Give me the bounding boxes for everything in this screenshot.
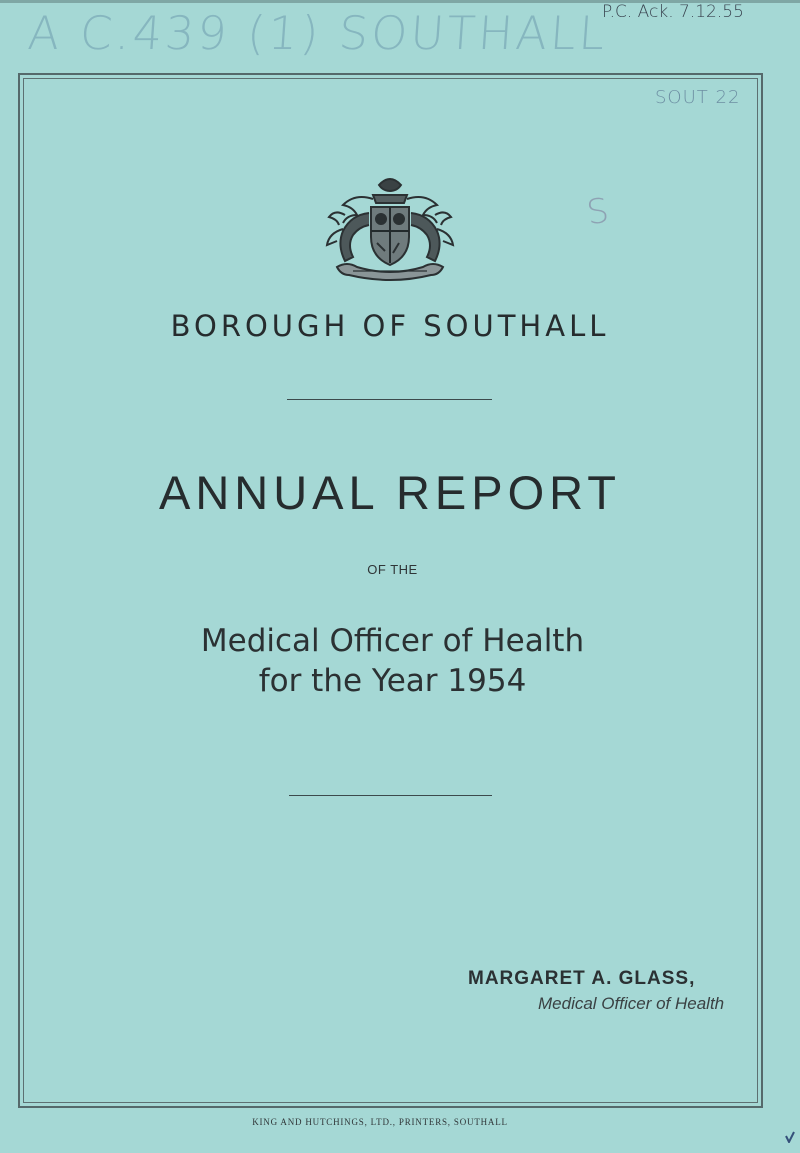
divider-rule	[287, 399, 492, 400]
author-role: Medical Officer of Health	[538, 994, 725, 1013]
printer-imprint: KING AND HUTCHINGS, LTD., PRINTERS, SOUTHALL	[252, 1117, 508, 1127]
author-name: MARGARET A. GLASS,	[468, 968, 696, 989]
handwritten-initial: S	[584, 190, 612, 234]
divider-rule	[289, 795, 492, 796]
borough-heading: BOROUGH OF SOUTHALL	[170, 309, 610, 343]
report-title: ANNUAL REPORT	[159, 466, 621, 519]
handwritten-catalogue-mark: A C.439 (1) SOUTHALL	[26, 6, 610, 60]
handwritten-shelf-code: SOUT 22	[655, 87, 741, 108]
of-the-connector: OF THE	[367, 562, 418, 577]
subtitle-line-2: for the Year 1954	[258, 663, 527, 699]
borough-coat-of-arms-icon	[323, 173, 458, 283]
subtitle-line-1: Medical Officer of Health	[200, 623, 585, 659]
handwritten-accession-note: P.C. Ack. 7.12.55	[602, 2, 744, 22]
pencil-tick-icon	[785, 1131, 795, 1143]
